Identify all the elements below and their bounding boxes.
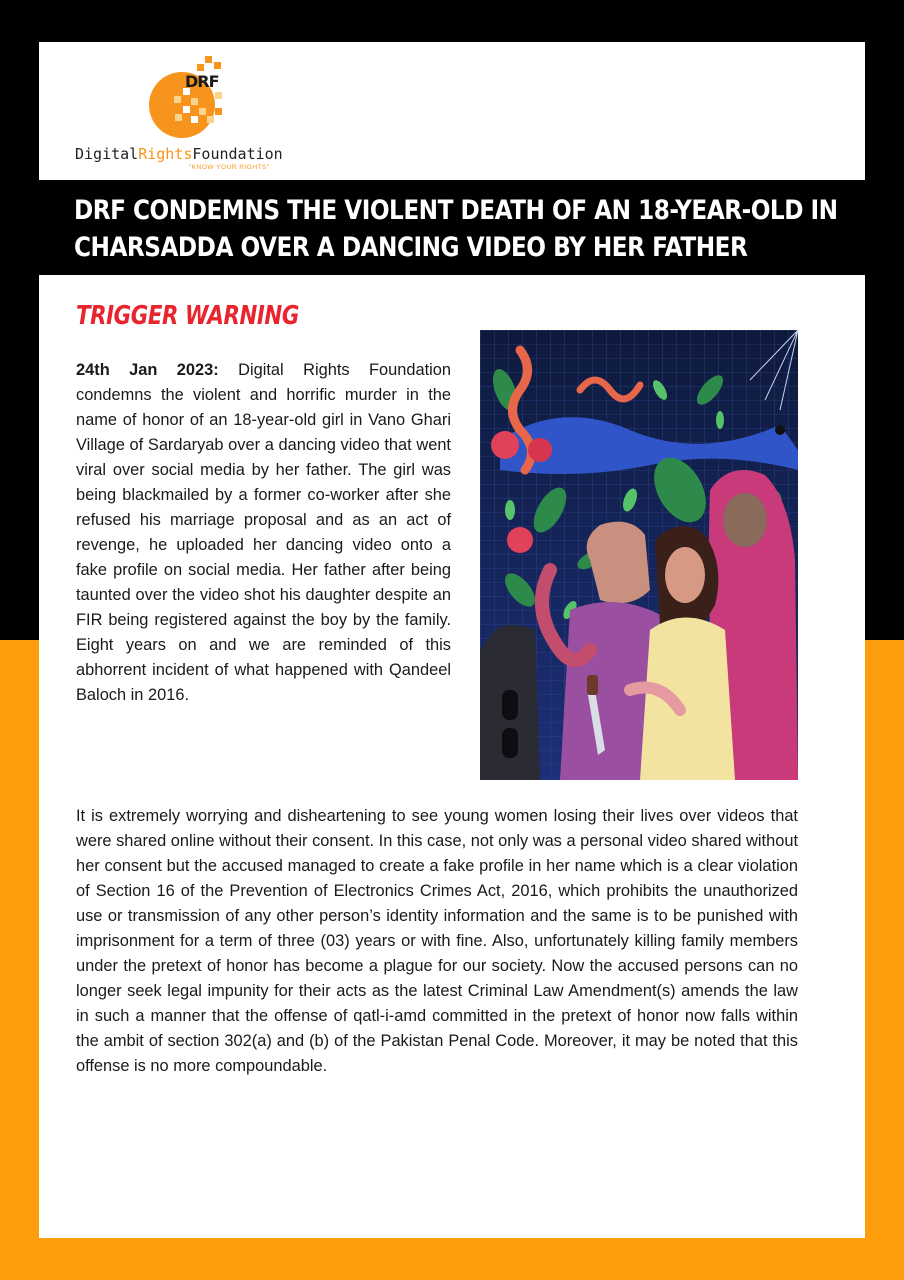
body-paragraph: It is extremely worrying and disheartening to see young women losing their lives over videos that were shared online without their consent. In this case, not only was a personal video shared without her consent but the accused managed to create a fake profile in her name which is a clear violation of Section 16 of the Prevention of Electronics Crimes Act, 2016, which prohibits the unauthorized use or transmission of any other person’s identity information and the same is to be punished with imprisonment for a term of three (03) years or with fine. Also, unfortunately killing family members under the pretext of honor has become a plague for our society. Now the accused persons can no longer seek legal impunity for their acts as the latest Criminal Law Amendment(s) amends the law in such a manner that the offense of qatl-i-amd committed in the pretext of honor now falls within the ambit of section 302(a) and (b) of the Pakistan Penal Code. Moreover, it may be noted that this offense is no more compoundable.: [76, 807, 798, 1075]
title-line-1: DRF CONDEMNS THE VIOLENT DEATH OF AN 18-YEAR-OLD IN: [74, 195, 838, 226]
intro-paragraph: [76, 358, 451, 708]
trigger-warning-heading: TRIGGER WARNING: [76, 301, 299, 331]
intro-date: 24th Jan 2023:: [76, 361, 219, 379]
illustration-image: [480, 330, 798, 780]
logo-tagline: "KNOW YOUR RIGHTS": [189, 164, 270, 171]
intro-text: Digital Rights Foundation condemns the violent and horrific murder in the name of honor of an 18-year-old girl in Vano Ghari Village of Sardaryab over a dancing video that went viral over social media by her father. The girl was being blackmailed by a former co-worker after she refused his marriage proposal and as an act of revenge, he uploaded her dancing video onto a fake profile on social media. Her father after being taunted over the video shot his daughter despite an FIR being registered against the boy by the family. Eight years on and we are reminded of this abhorrent incident of what happened with Qandeel Baloch in 2016.: [76, 361, 451, 704]
page-title: [74, 192, 838, 266]
title-line-2: CHARSADDA OVER A DANCING VIDEO BY HER FATHER: [74, 232, 748, 263]
wordmark-part-1: Digital: [75, 145, 139, 163]
article-content: [39, 275, 865, 1238]
logo-wordmark: [75, 145, 283, 163]
logo-mark-text: DRF: [185, 72, 219, 91]
logo-header: [39, 42, 865, 180]
wordmark-part-3: Foundation: [192, 145, 283, 163]
wordmark-part-2: Rights: [138, 145, 193, 163]
